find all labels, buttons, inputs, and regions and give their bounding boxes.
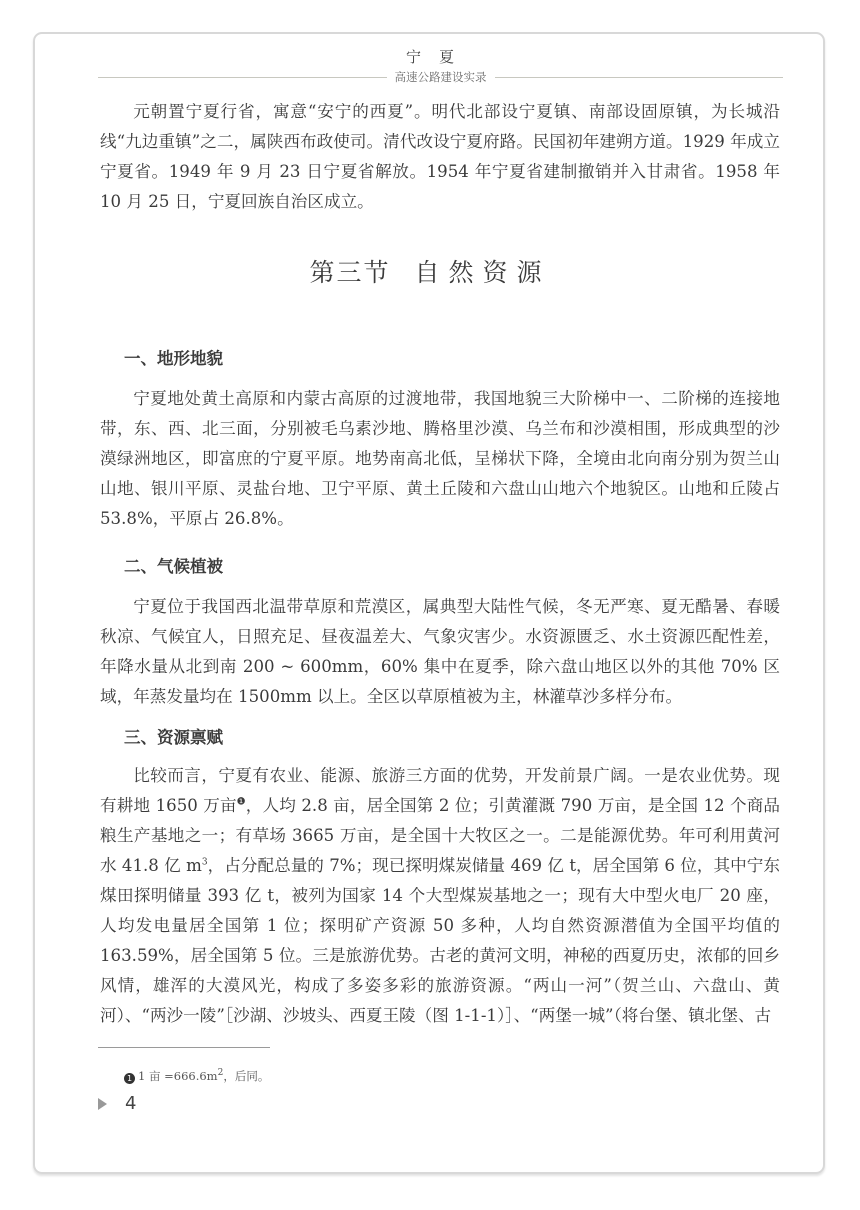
subsection-heading: 一、地形地貌 [124,349,223,368]
intro-paragraph: 元朝置宁夏行省，寓意“安宁的西夏”。明代北部设宁夏镇、南部设固原镇，为长城沿线“九边重镇”之二，属陕西布政使司。清代改设宁夏府路。民国初年建朔方道。1929 年成立宁夏省。1949 年 9 月 23 日宁夏省解放。1954 年宁夏省建制撤销并入甘肃省。1958 年 10 月 25 日，宁夏回族自治区成立。 [100,102,780,211]
subsection-heading: 二、气候植被 [124,557,223,576]
subsection-paragraph: 宁夏地处黄土高原和内蒙古高原的过渡地带，我国地貌三大阶梯中一、二阶梯的连接地带，东、西、北三面，分别被毛乌素沙地、腾格里沙漠、乌兰布和沙漠相围，形成典型的沙漠绿洲地区，即富庶的宁夏平原。地势南高北低，呈梯状下降，全境由北向南分别为贺兰山山地、银川平原、灵盐台地、卫宁平原、黄土丘陵和六盘山山地六个地貌区。山地和丘陵占 53.8%，平原占 26.8%。 [100,389,780,528]
footnote-marker-icon: 1 [124,1073,135,1084]
footnote-superscript: 2 [217,1068,224,1079]
section-title-char: 资 [482,258,517,287]
running-subtitle-row [98,69,783,85]
paragraph-text: ，人均 2.8 亩，居全国第 2 位；引黄灌溉 790 万亩，是全国 12 个商品粮生产基地之一；有草场 3665 万亩，是全国十大牧区之一。二是能源优势。年可利用黄河水 41.8 亿 m [100,796,781,875]
paragraph-text: ，占分配总量的 7%；现已探明煤炭储量 469 亿 t，居全国第 6 位，其中宁东煤田探明储量 393 亿 t，被列为国家 14 个大型煤炭基地之一；现有大中型火电厂 20 座，人均发电量居全国第 1 位；探明矿产资源 50 多种，人均自然资源潜值为全国平均值的 163.59%，居全国第 5 位。三是旅游优势。古老的黄河文明，神秘的西夏历史，浓郁的回乡风情，雄浑的大漠风光，构成了多姿多彩的旅游资源。“两山一河”（贺兰山、六盘山、黄河）、“两沙一陵”［沙湖、沙坡头、西夏王陵（图 1-1-1）］、“两堡一城”（将台堡、镇北堡、古 [100,856,780,1025]
triangle-right-icon [98,1098,107,1110]
header-rule-right [495,77,784,78]
page-number-row [98,1093,136,1114]
intro-block [100,97,780,217]
section-title-char: 然 [448,258,483,287]
subsection-heading: 三、资源禀赋 [124,728,223,747]
subsection-body [100,592,780,712]
section-title-char: 自 [414,258,449,287]
section-title [0,253,860,289]
footnote-text: 1 亩 =666.6m [138,1069,218,1083]
running-subtitle: 高速公路建设实录 [394,70,487,84]
footnote-text: ，后同。 [223,1069,270,1083]
footnote-divider [98,1047,270,1048]
subsection-body [100,761,780,1031]
subsection-paragraph: 宁夏位于我国西北温带草原和荒漠区，属典型大陆性气候，冬无严寒、夏无酷暑、春暖秋凉、气候宜人，日照充足、昼夜温差大、气象灾害少。水资源匮乏、水土资源匹配性差，年降水量从北到南 200 ~ 600mm，60% 集中在夏季，除六盘山地区以外的其他 70% 区域，年蒸发量均在 1500mm 以上。全区以草原植被为主，林灌草沙多样分布。 [100,597,780,706]
paragraph-text: 比较而言，宁夏有农业、能源、旅游三方面的优势，开发前景广阔。一是农业优势。现有耕地 1650 万亩 [100,766,780,815]
page-number: 4 [125,1093,137,1114]
subsection-body [100,384,780,534]
unit-superscript: 3 [201,857,208,868]
footnote-reference[interactable]: ❶ [236,796,246,808]
section-number: 第三节 [309,258,391,287]
running-title: 宁夏 [405,48,472,66]
subsection-paragraph [100,761,780,1031]
header-rule-left [98,77,387,78]
footnote [124,1068,269,1084]
section-title-char: 源 [516,258,551,287]
